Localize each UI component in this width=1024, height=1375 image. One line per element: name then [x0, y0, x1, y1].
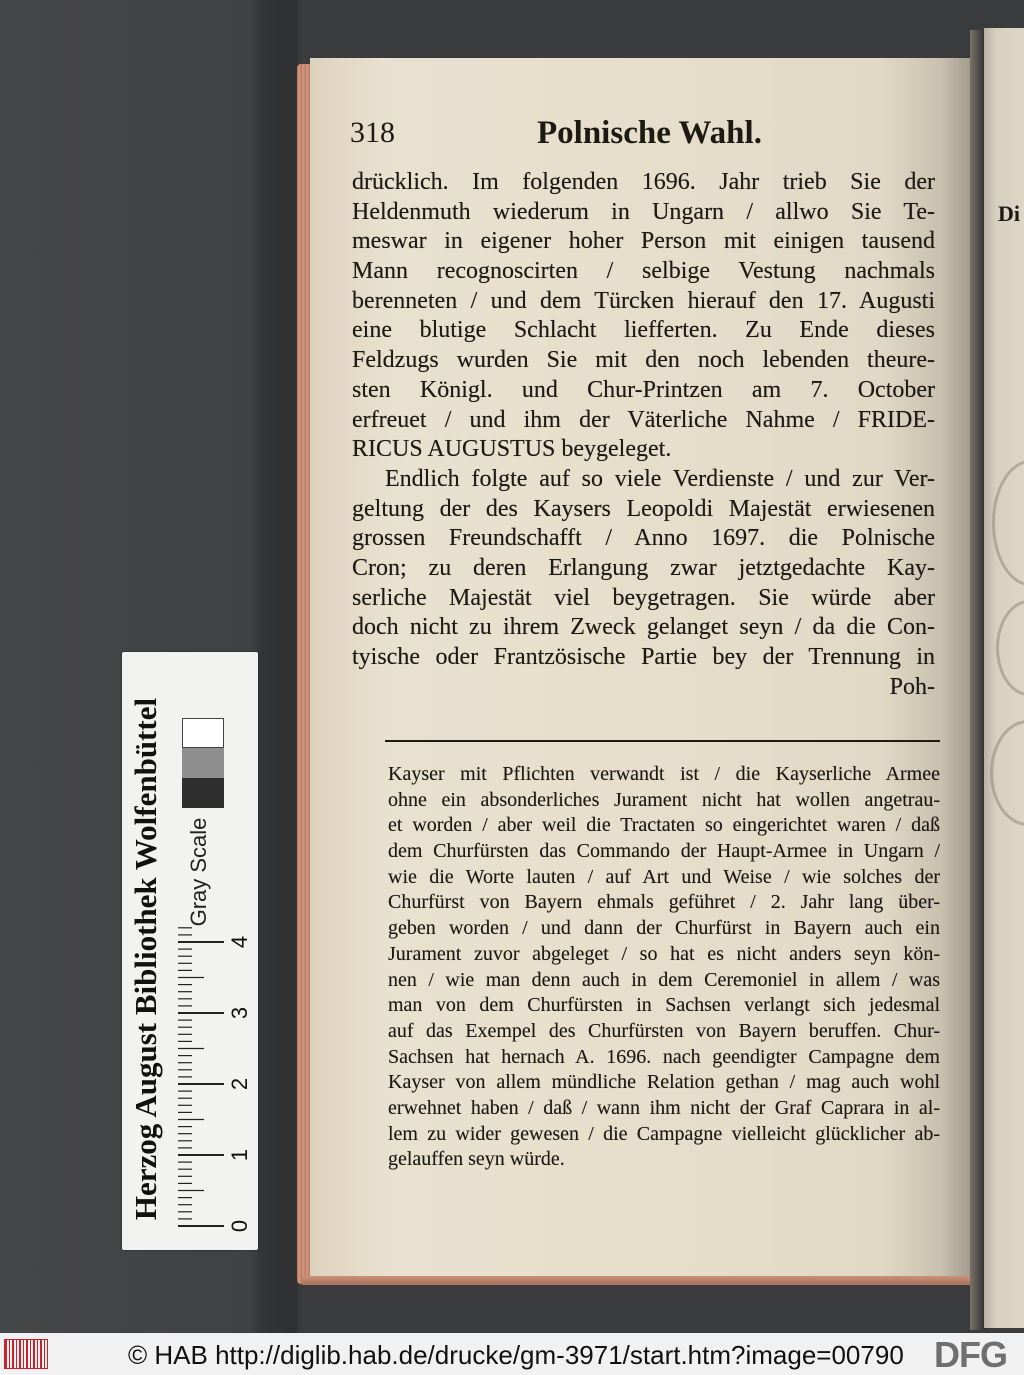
footnote-line: et worden / aber weil die Tractaten so eingerichtet waren / daß [388, 814, 940, 837]
footnote-line: lem zu wider gewesen / die Campagne vielleicht glücklicher ab- [388, 1122, 940, 1145]
body-line: Cron; zu deren Erlangung zwar jetztgedachte Kay- [352, 554, 935, 581]
footnote-line: man von dem Churfürsten in Sachsen verlangt sich jedesmal [388, 994, 940, 1017]
footnote-line: dem Churfürsten das Commando der Haupt-Armee in Ungarn / [388, 840, 940, 863]
ruler-label: 1 [227, 1148, 252, 1162]
ruler-label: 4 [227, 935, 252, 949]
footnote-line: Churfürst von Bayern ehmals geführet / 2. Jahr lang über- [388, 891, 940, 914]
body-line: doch nicht zu ihrem Zweck gelanget seyn / da die Con- [352, 614, 935, 641]
body-line: Heldenmuth wiederum in Ungarn / allwo Sie Te- [352, 198, 935, 225]
body-text [352, 168, 935, 702]
body-line: drücklich. Im folgenden 1696. Jahr trieb Sie der [352, 169, 935, 195]
institution-name: Herzog August Bibliothek Wolfenbüttel [128, 697, 163, 1221]
barcode-icon [4, 1339, 48, 1369]
body-line: grossen Freundschafft / Anno 1697. die Polnische [352, 525, 935, 552]
ruler-label: 0 [227, 1219, 252, 1233]
body-line: berenneten / und dem Türcken hierauf den 17. Augusti [352, 287, 935, 314]
footnote-line: Kayser von allem mündliche Relation gethan / mag auch wohl [388, 1071, 940, 1094]
footnote-line: Jurament zuvor abgeleget / so hat es nicht anders seyn kön- [388, 942, 940, 965]
body-line: Mann recognoscirten / selbige Vestung nachmals [352, 258, 935, 285]
facing-page-text: Di [998, 201, 1020, 226]
gray-scale-label: Gray Scale [186, 817, 211, 927]
footnote-line: nen / wie man denn auch in dem Ceremoniel in allem / was [388, 968, 940, 991]
footnote-line: wie die Worte lauten / auf Art und Weise / wie solches der [388, 865, 940, 888]
page-number: 318 [350, 116, 395, 149]
body-line: serliche Majestät viel beygetragen. Sie würde aber [352, 584, 935, 611]
footnote-line: ohne ein absonderliches Jurament nicht hat wollen angetrau- [388, 788, 940, 811]
footnote-line: Kayser mit Pflichten verwandt ist / die Kayserliche Armee [388, 763, 940, 785]
footnote-rule [385, 740, 940, 742]
ruler-label: 3 [227, 1006, 252, 1020]
ruler-label: 2 [227, 1077, 252, 1091]
footnote-line: gelauffen seyn würde. [388, 1148, 565, 1171]
body-line: RICUS AUGUSTUS beygeleget. [352, 436, 672, 463]
footnote-line: auf das Exempel des Churfürsten von Bayern beruffen. Chur- [388, 1019, 940, 1042]
body-line: Endlich folgte auf so viele Verdienste / und zur Ver- [385, 465, 935, 492]
footnote-line: Sachsen hat hernach A. 1696. nach geendigter Campagne dem [388, 1045, 940, 1068]
body-line: geltung der des Kaysers Leopoldi Majestät erwiesenen [352, 495, 935, 522]
running-head: Polnische Wahl. [537, 115, 762, 151]
body-line: Feldzugs wurden Sie mit den noch lebenden theure- [352, 347, 935, 374]
dfg-logo: DFG [934, 1334, 1007, 1375]
citation-url: © HAB http://diglib.hab.de/drucke/gm-3971/start.htm?image=00790 [128, 1340, 904, 1370]
footnote [388, 762, 940, 1173]
body-line: erfreuet / und ihm der Väterliche Nahme / FRIDE- [352, 406, 935, 433]
footnote-line: geben worden / und dann der Churfürst in Bayern auch ein [388, 917, 940, 940]
catchword: Poh- [889, 673, 935, 700]
page-bottom-edge [302, 1276, 970, 1285]
body-line: meswar in eigener hoher Person mit einigen tausend [352, 228, 935, 255]
scale-card [122, 652, 258, 1250]
footnote-line: erwehnet haben / daß / wann ihm nicht der Graf Caprara in al- [388, 1096, 940, 1119]
body-line: sten Königl. und Chur-Printzen am 7. October [352, 376, 935, 403]
body-line: tyische oder Frantzösische Partie bey der Trennung in [352, 644, 935, 670]
body-line: eine blutige Schlacht liefferten. Zu Ende dieses [352, 317, 935, 344]
